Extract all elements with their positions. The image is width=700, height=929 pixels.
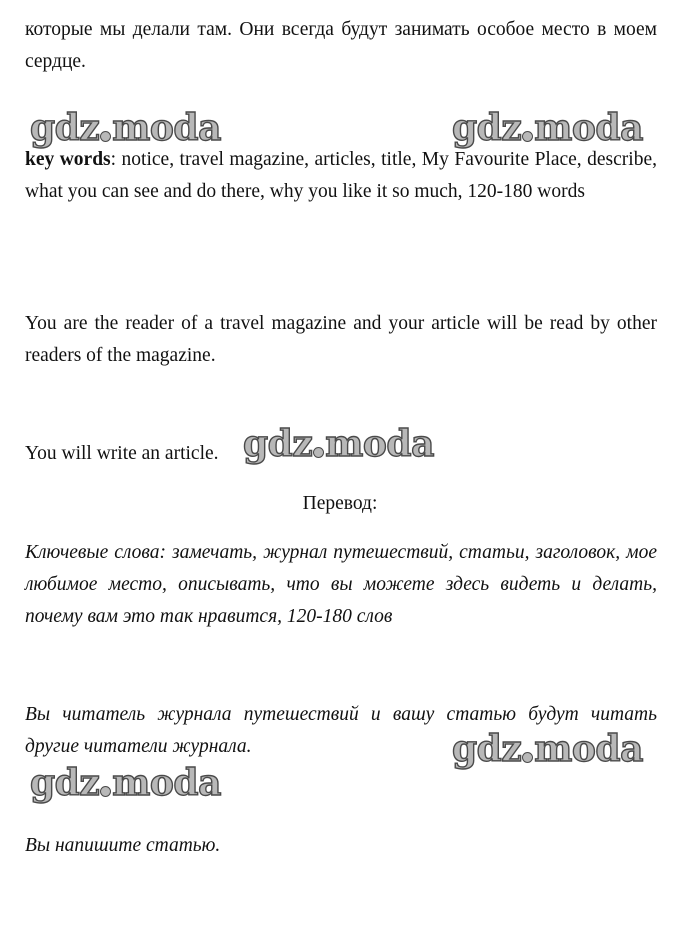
- keywords-label: key words: [25, 149, 111, 170]
- watermark-logo: gdz moda: [243, 423, 434, 465]
- intro-paragraph: которые мы делали там. Они всегда будут занимать особое место в моем сердце.: [25, 19, 657, 72]
- watermark-logo: gdz moda: [452, 728, 643, 770]
- watermark-logo: gdz moda: [452, 107, 643, 149]
- watermark-logo: gdz moda: [30, 762, 221, 804]
- translation-reader-paragraph: Вы читатель журнала путешествий и вашу статью будут читать другие читатели журнала.: [25, 704, 657, 757]
- keywords-paragraph: [25, 144, 657, 208]
- write-paragraph: You will write an article.: [25, 443, 219, 464]
- translation-keywords-paragraph: Ключевые слова: замечать, журнал путешествий, статьи, заголовок, мое любимое место, описывать, что вы можете здесь видеть и делать, почему вам это так нравится, 120-180 слов: [25, 542, 657, 627]
- reader-paragraph: You are the reader of a travel magazine and your article will be read by other readers of the magazine.: [25, 313, 657, 366]
- translation-heading: Перевод:: [302, 493, 378, 514]
- watermark-logo: gdz moda: [30, 107, 221, 149]
- translation-write-paragraph: Вы напишите статью.: [25, 835, 221, 856]
- keywords-text: : notice, travel magazine, articles, title, My Favourite Place, describe, what you can see and do there, why you like it so much, 120-180 words: [25, 149, 657, 202]
